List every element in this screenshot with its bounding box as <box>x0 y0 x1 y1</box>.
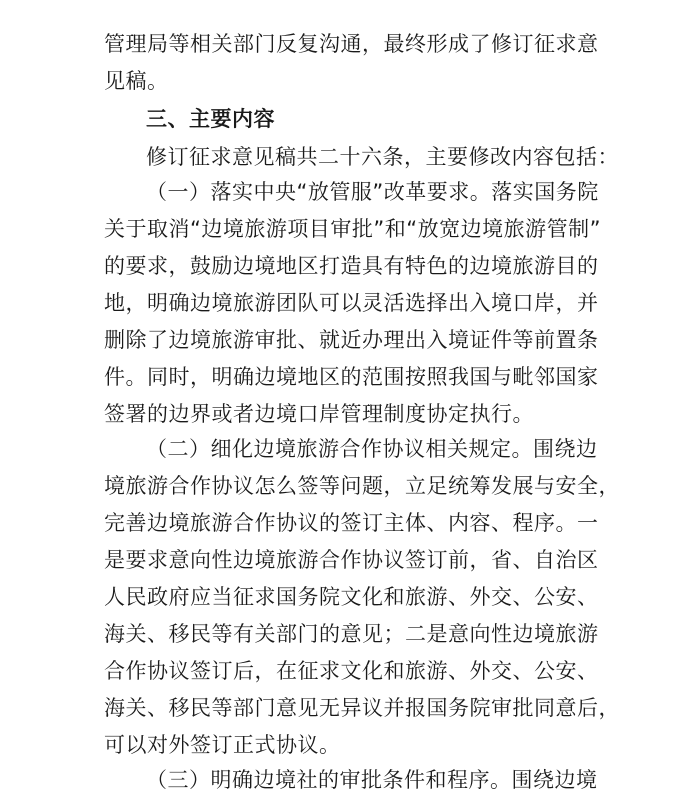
paragraph-line-13: 境旅游合作协议怎么签等问题，立足统筹发展与安全， <box>104 474 620 498</box>
paragraph-line-4: 修订征求意见稿共二十六条，主要修改内容包括： <box>146 145 619 169</box>
paragraph-line-11: 签署的边界或者边境口岸管理制度协定执行。 <box>104 402 534 426</box>
paragraph-line-18: 合作协议签订后，在征求文化和旅游、外交、公安、 <box>104 659 599 683</box>
paragraph-line-12: （二）细化边境旅游合作协议相关规定。围绕边 <box>146 437 598 461</box>
paragraph-line-10: 件。同时，明确边境地区的范围按照我国与毗邻国家 <box>104 365 599 389</box>
paragraph-line-19: 海关、移民等部门意见无异议并报国务院审批同意后， <box>104 696 620 720</box>
paragraph-line-21: （三）明确边境社的审批条件和程序。围绕边境 <box>146 768 598 792</box>
paragraph-line-8: 地，明确边境旅游团队可以灵活选择出入境口岸，并 <box>104 291 599 315</box>
paragraph-line-2: 见稿。 <box>104 69 169 93</box>
paragraph-line-14: 完善边境旅游合作协议的签订主体、内容、程序。一 <box>104 511 599 535</box>
paragraph-line-9: 删除了边境旅游审批、就近办理出入境证件等前置条 <box>104 328 599 352</box>
paragraph-line-17: 海关、移民等有关部门的意见；二是意向性边境旅游 <box>104 622 599 646</box>
paragraph-line-20: 可以对外签订正式协议。 <box>104 733 341 757</box>
paragraph-line-1: 管理局等相关部门反复沟通，最终形成了修订征求意 <box>104 32 599 56</box>
section-heading-main-content: 三、主要内容 <box>146 107 275 131</box>
paragraph-line-5: （一）落实中央“放管服”改革要求。落实国务院 <box>146 180 599 204</box>
paragraph-line-16: 人民政府应当征求国务院文化和旅游、外交、公安、 <box>104 585 599 609</box>
paragraph-line-15: 是要求意向性边境旅游合作协议签订前，省、自治区 <box>104 548 599 572</box>
paragraph-line-6: 关于取消“边境旅游项目审批”和“放宽边境旅游管制” <box>104 217 602 241</box>
paragraph-line-7: 的要求，鼓励边境地区打造具有特色的边境旅游目的 <box>104 254 599 278</box>
